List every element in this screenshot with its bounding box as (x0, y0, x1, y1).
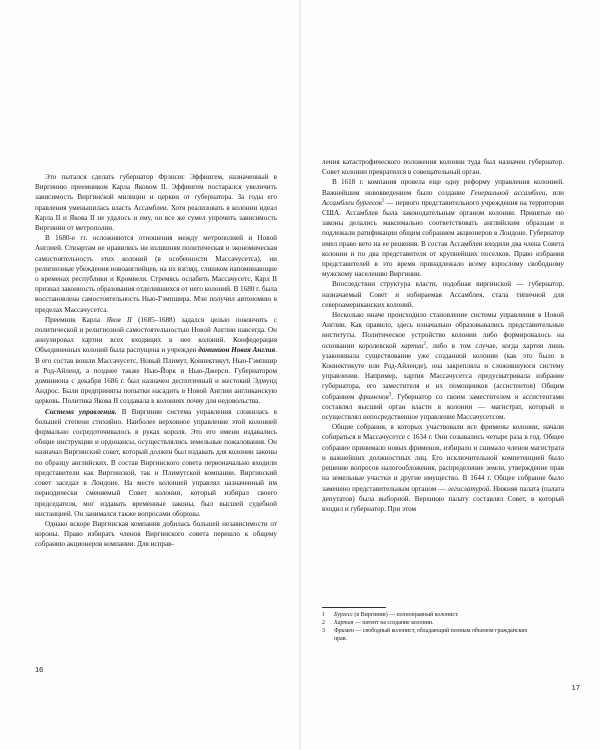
text-run: В 1680-е гг. осложняются отношения между метрополией и Новой Англией. Стюартам не нравились ни излишняя политическая и экономическая самостоятельность этих колоний (в особенности Массачусетса), ни религиозные убеждения новоанглийцев, на их взгляд, слишком напоминающие о временах республики и Кромвеля. Стремясь ослабить Массачусетс, Карл II признал законность образования отделившихся от него колоний. В 1680 г. была восстановлена самостоятельность Нью-Гэмпшира. Мэн получил автономию в пределах Массачусетса. (35, 234, 277, 314)
footnote-term: Бургесс (334, 612, 353, 618)
footnote-text (334, 619, 564, 627)
footnote-term: Хартия (334, 620, 354, 626)
text-run: . Губернатор со своим заместителем и ассистентами составлял высший орган власти в колонии — магистрат, который и осуществлял непосредственное управление Массачусетсом. (322, 392, 564, 422)
text-run: . Нижняя палата (палата депутатов) была выборной. Верхнюю палату составлял Совет, в который входил и губернатор. При этом (322, 484, 564, 513)
text-run: ления катастрофического положения колонии туда был назначен губернатор. Совет колонии превратился в совещательный орган. (322, 158, 564, 177)
footnote-text (334, 627, 564, 643)
right-page-text-column (322, 157, 564, 514)
text-run: Несколько иначе происходило становление системы управления в Новой Англии. Как правило, здесь изначально образовывались представительные институты. Политическое устройство колонии либо формировалось на основании королевской (322, 311, 564, 350)
text-run: , либо в том случае, когда хартия лишь узаконивала существование уже созданной колонии (как это было в Коннектикуте или Род-Айленде), она закрепляла и сложившуюся систему управления. Например, хартия Массачусетса предусматривала избрание губернатора, его заместителя и их помощников (ассистентов) Общим собранием (322, 341, 564, 401)
paragraph (322, 157, 564, 177)
footnote-marker: 3 (388, 392, 392, 398)
footnote (322, 627, 564, 643)
paragraph (35, 519, 277, 550)
right-page (300, 0, 600, 750)
text-run: . В его состав вошли Массачусетс, Новый Плимут, Коннектикут, Нью-Гэмпшир и Род-Айленд, а позднее также Нью-Йорк и Нью-Джерси. Губернатором доминиона с декабря 1686 г. был назначен деспотичный и жестокий Эдмунд Андрос. Были предприняты попытки насадить в Новой Англии англиканскую церковь. Политика Якова II создавала в колониях почву для недовольства. (35, 346, 277, 406)
paragraph (322, 279, 564, 310)
paragraph (35, 315, 277, 407)
paragraph (35, 233, 277, 315)
footnote-definition: — свободный колонист, обладающий полным объемом гражданских (353, 628, 528, 634)
paragraph (322, 422, 564, 514)
left-page-text-column (35, 172, 277, 550)
italic-term: Яков II (106, 315, 132, 324)
text-run: Это пытался сделать губернатор Фрэнсис Эффингем, назначенный в Виргинию преемником Карла Яковом II. Эффингем постарался увеличить зависимость Виргинской милиции и церкви от губернатора. За годы его правления уменьшилась власть Ассамблеи. Хотя реализовать в колонии идеал Карла II и Якова II не удалось и ему, он все же сумел упрочить зависимость Виргинии от метрополии. (35, 173, 277, 233)
right-page-number: 17 (571, 683, 580, 692)
italic-term: хартии (401, 341, 424, 350)
text-run: , или (545, 188, 565, 197)
footnote-number: 1 (322, 612, 325, 618)
footnote-number: 2 (322, 620, 325, 626)
footnote-marker: 1 (381, 198, 385, 204)
footnote (322, 611, 564, 619)
footnote-term: Фримен (334, 628, 354, 634)
text-run: (1685–1688) задался целью покончить с политической и религиозной самостоятельностью Новой Англии навсегда. Он аннулировал хартии всех входящих в нее колоний. Конфедерация Объединенных колоний была распущена и учрежден (35, 315, 277, 355)
footnote-continuation: прав. (334, 636, 347, 642)
text-run: Общие собрания, в которых участвовали все фримены колонии, начали собираться в Массачусетсе с 1634 г. Они созывались четыре раза в год. Общее собрание принимало новых фрименов, избирало и снимало членов магистрата и важнейших должностных лиц. Его исключительной компетенцией было решение вопросов налогообложения, распределение земли, утверждение прав на земельные участки и другие имущество. В 1644 г. Общее собрание было заменено представительным органом — (322, 423, 564, 493)
emphasized-term: доминион Новая Англия (198, 346, 276, 355)
text-run: В Виргинии система управления сложилась в большей степени стихийно. Наиболее верховное управление этой колонией формально сосредоточивалось в руках короля. Это его имени издавались общие инструкции и ордонансы, осуществлялись земельные пожалования. Он назначал Виргинский совет, который должен был издавать для колонии законы по образцу английских. В состав Виргинского совета первоначально входили представители как Виргинской, так и Плимутской компании. Виргинский совет заседал в Лондоне. На месте колонией управлял назначенный им периодически сменяемый Совет колонии, который избирал своего председателя, мог издавать временные законы, был высшей судебной инстанцией. Он занимался также вопросами обороны. (35, 407, 277, 518)
italic-term: Ассамблеи бургесов (322, 198, 382, 207)
text-run: Однако вскоре Виргинская компания добилась большей независимости от короны. Право избирать членов Виргинского совета перешло к общему собранию акционеров компании. Для исправ- (35, 519, 277, 549)
emphasized-term: Система управления. (45, 407, 117, 416)
footnote-text (334, 611, 564, 619)
paragraph (322, 310, 564, 422)
text-run: Преемник Карла (45, 315, 107, 324)
paragraph (322, 177, 564, 279)
italic-term: Генеральной ассамблеи (470, 188, 546, 197)
footnote-rule (322, 607, 386, 608)
footnote-number: 3 (322, 628, 325, 634)
text-run: — первого представительного учреждения на территории США. Ассамблея была законодательным органом колонии. Принятые ею законы делались максимально соответствовать английским образцам и подлежали ратификации общим собранием акционеров в Лондоне. Губернатор имел право вето на ее решения. В состав Ассамблеи входили два члена Совета колонии и по два представителя от крупнейших поселков. Право избрания представителей в это время принадлежало всему взрослому свободному мужскому населению Виргинии. (322, 198, 565, 279)
italic-term: фрименов (358, 392, 389, 401)
footnote-definition: — патент на создание колонии. (353, 620, 434, 626)
footnote-marker: 2 (423, 341, 426, 347)
footnotes (322, 607, 564, 643)
footnote-definition: (в Виргинии) — полноправный колонист. (352, 612, 459, 618)
footnote (322, 619, 564, 627)
text-run: В 1618 г. компания провела еще одну реформу управления колонией. Важнейшим нововведением было создание (322, 178, 564, 197)
paragraph (35, 407, 277, 519)
italic-term: легислатурой (447, 484, 490, 493)
left-page-number: 16 (35, 665, 44, 674)
paragraph (35, 172, 277, 233)
text-run: Впоследствии структура власти, подобная виргинской — губернатор, назначаемый Совет и избираемая Ассамблея, стала типичной для североамериканских колоний. (322, 280, 564, 309)
